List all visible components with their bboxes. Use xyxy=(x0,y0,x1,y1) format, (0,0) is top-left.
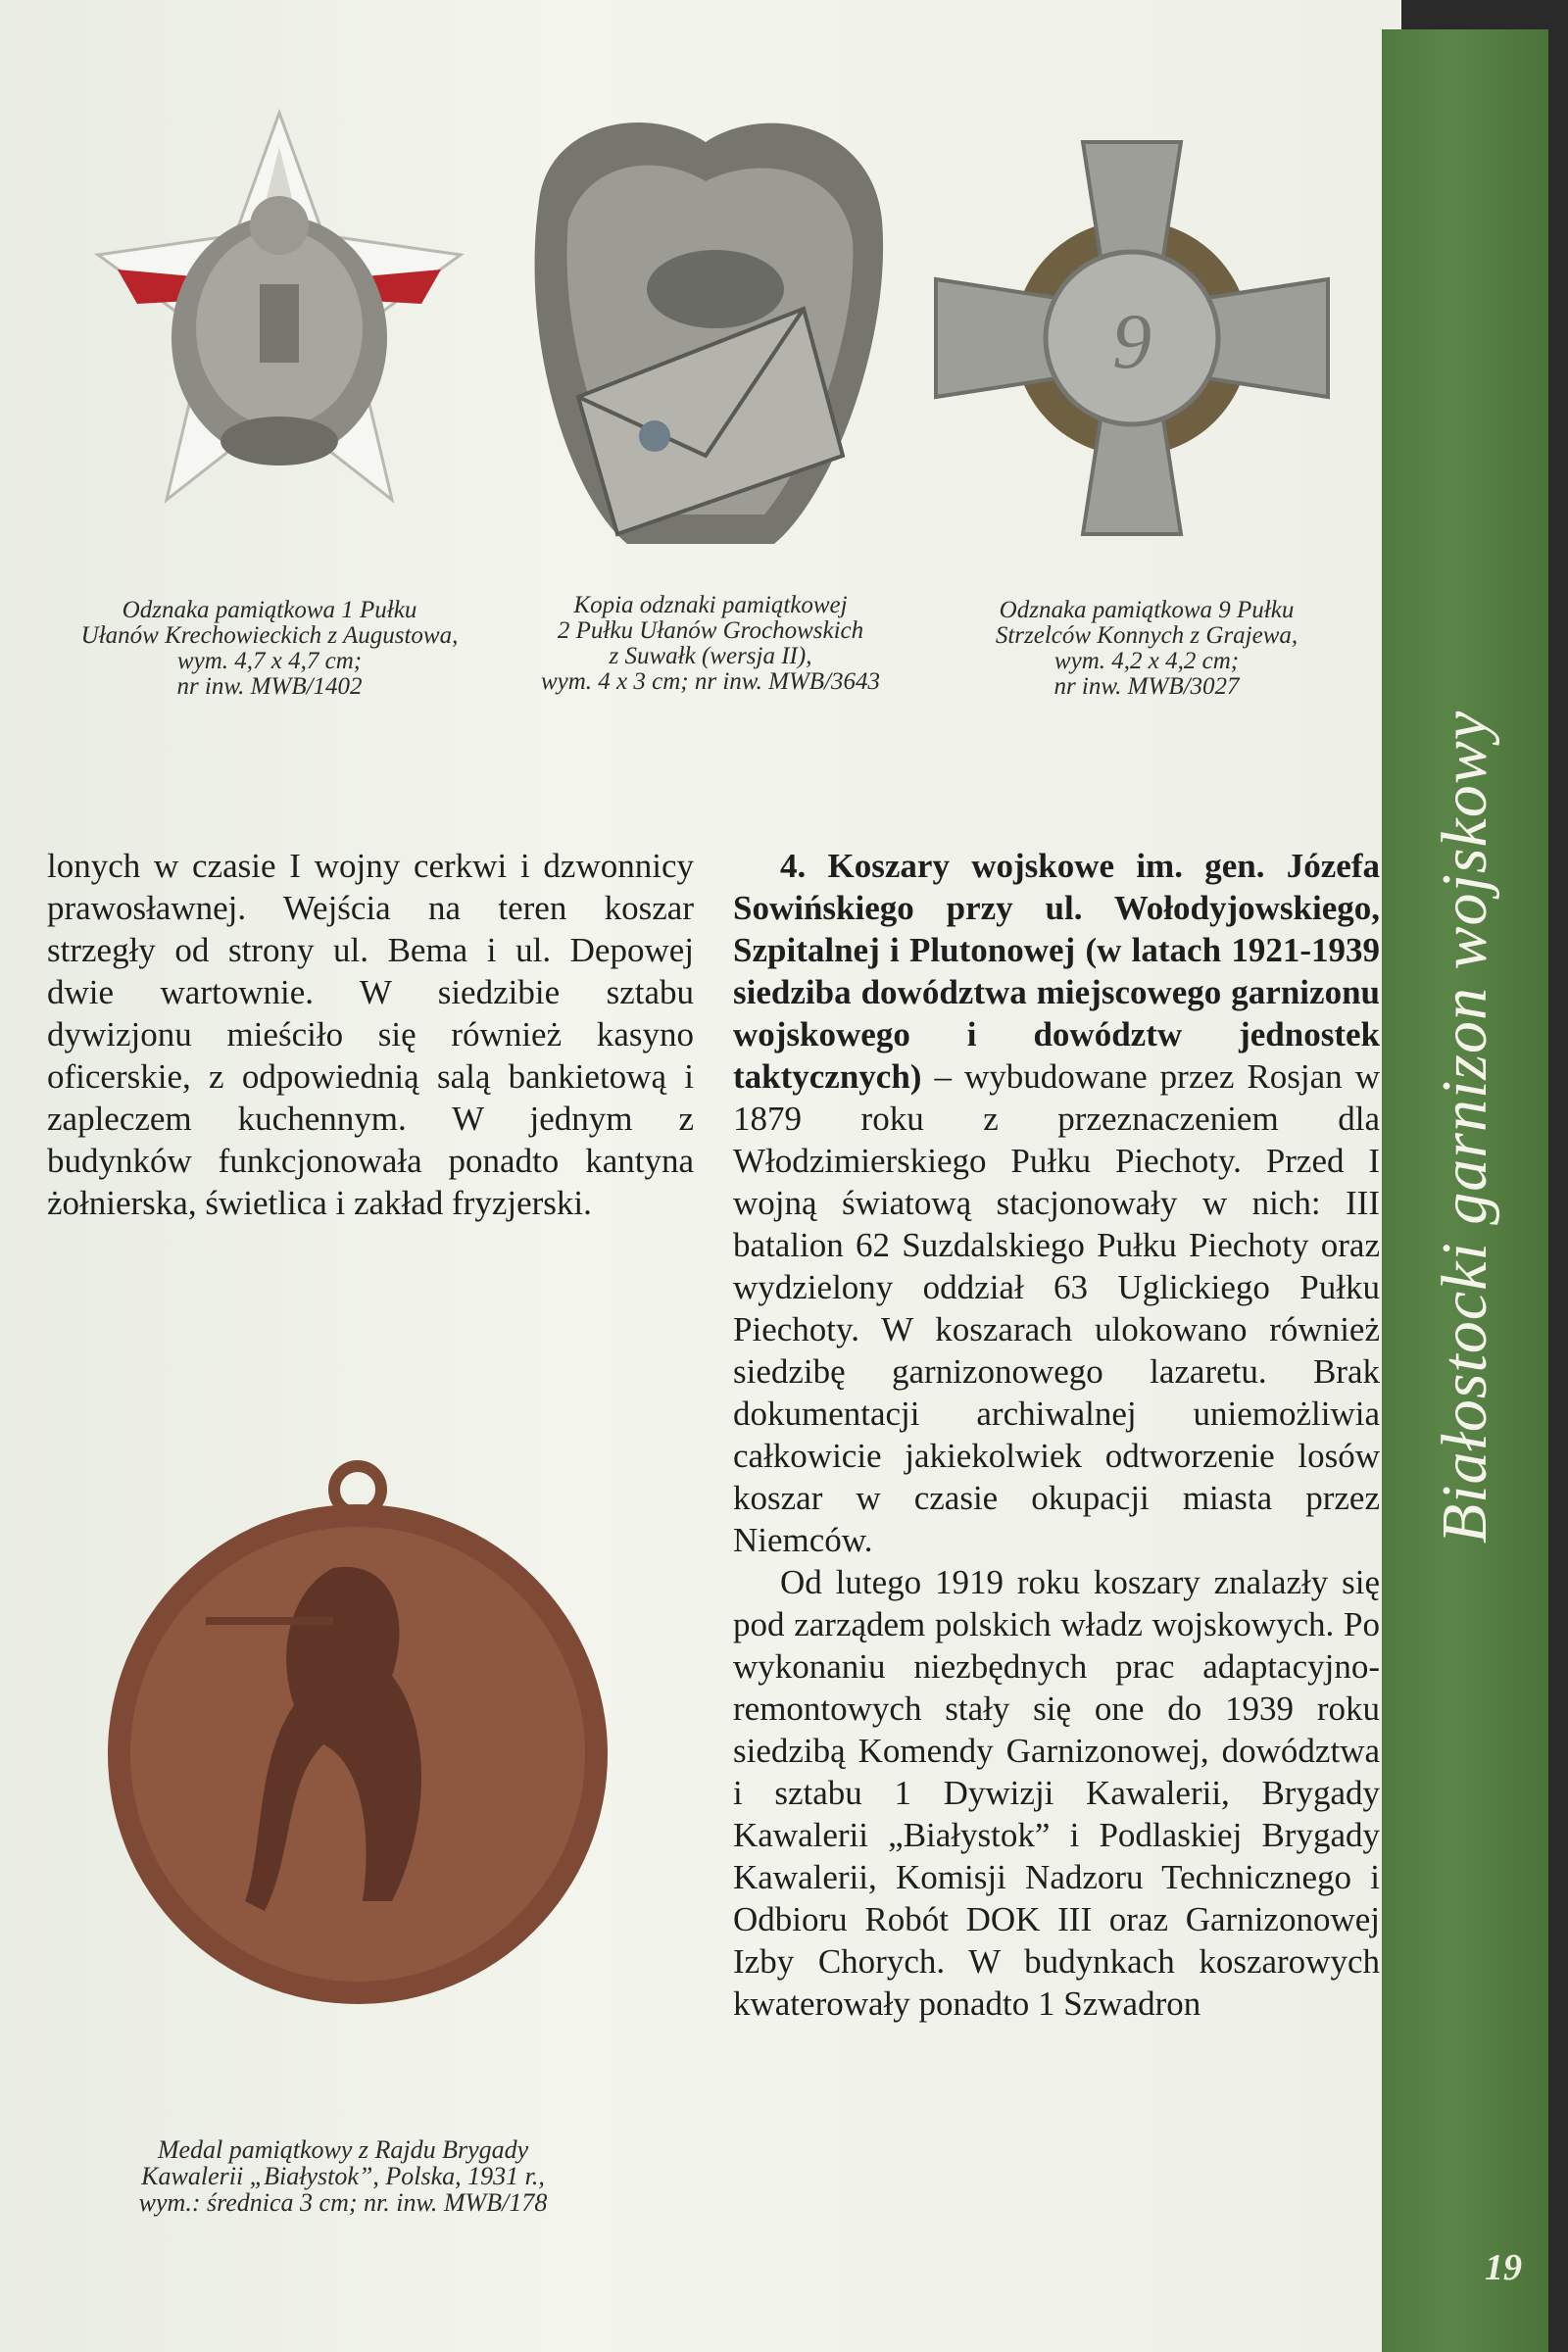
svg-text:9: 9 xyxy=(1112,299,1152,385)
badge-grochowski-image xyxy=(510,83,902,554)
badge-2-caption: Kopia odznaki pamiątkowej 2 Pułku Ułanów Grochowskich z Suwałk (wersja II), wym. 4 x 3 cm; nr inw. MWB/3643 xyxy=(540,592,880,695)
section-4-heading: 4. Koszary wojskowe im. gen. Józefa Sowińskiego przy ul. Wołodyjowskiego, Szpitalnej i Plutonowej (w latach 1921-1939 siedziba dowództwa miejscowego garnizonu wojskowego i dowództw jednostek taktycznych) xyxy=(733,847,1380,1096)
badge-strzelcow-konnych-image xyxy=(926,132,1338,544)
page-number: 19 xyxy=(1485,2247,1522,2288)
left-paragraph: lonych w czasie I wojny cerkwi i dzwonnicy prawosławnej. Wejścia na teren koszar strzegły od strony ul. Bema i ul. Depowej dwie wartownie. W siedzibie sztabu dywizjonu mieściło się również kasyno oficerskie, z odpowiednią salą bankietową i zapleczem kuchennym. W jednym z budynków funkcjonowała ponadto kantyna żołnierska, świetlica i zakład fryzjerski. xyxy=(47,847,694,1222)
section-4-paragraph xyxy=(733,845,1380,1561)
badge-3-caption: Odznaka pamiątkowa 9 Pułku Strzelców Konnych z Grajewa, wym. 4,2 x 4,2 cm; nr inw. MWB/3027 xyxy=(995,597,1298,700)
badge-krechowiecki-image xyxy=(78,108,480,519)
left-column-text xyxy=(47,845,694,1224)
section-4-body: – wybudowane przez Rosjan w 1879 roku z przeznaczeniem dla Włodzimierskiego Pułku Piechoty. Przed I wojną światową stacjonowały w nich: III batalion 62 Suzdalskiego Pułku Piechoty oraz wydzielony oddział 63 Uglickiego Pułku Piechoty. W koszarach ulokowano również siedzibę garnizonowego lazaretu. Brak dokumentacji archiwalnej uniemożliwia całkowicie jakiekolwiek odtworzenie losów koszar w czasie okupacji miasta przez Niemców. xyxy=(733,1057,1380,1559)
right-column-text xyxy=(733,845,1380,2025)
section-title: Białostocki garnizon wojskowy xyxy=(1429,710,1500,1544)
medal-caption: Medal pamiątkowy z Rajdu Brygady Kawalerii „Białystok”, Polska, 1931 r., wym.: średnica 3 cm; nr. inw. MWB/178 xyxy=(138,2135,548,2217)
section-4-paragraph-2: Od lutego 1919 roku koszary znalazły się pod zarządem polskich władz wojskowych. Po wykonaniu niezbędnych prac adaptacyjno-remontowych stały się one do 1939 roku siedzibą Komendy Garnizonowej, dowództwa i sztabu 1 Dywizji Kawalerii, Brygady Kawalerii „Białystok” i Podlaskiej Brygady Kawalerii, Komisji Nadzoru Technicznego i Odbioru Robót DOK III oraz Garnizonowej Izby Chorych. W budynkach koszarowych kwaterowały ponadto 1 Szwadron xyxy=(733,1563,1380,2023)
badge-1-caption: Odznaka pamiątkowa 1 Pułku Ułanów Krechowieckich z Augustowa, wym. 4,7 x 4,7 cm; nr inw. MWB/1402 xyxy=(80,597,459,700)
medal-image xyxy=(98,1450,617,2009)
